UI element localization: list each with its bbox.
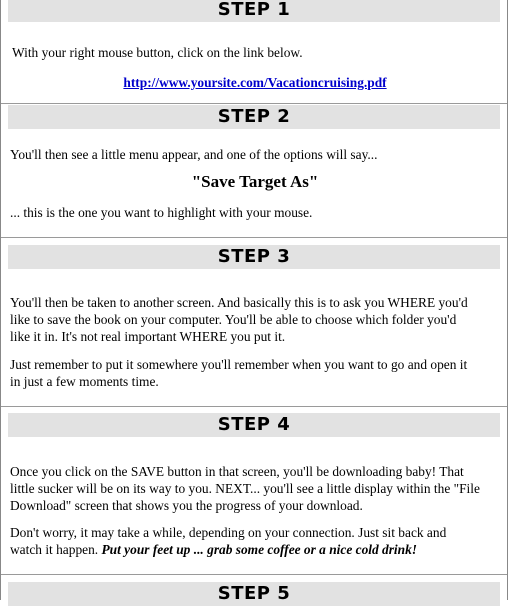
step-2-text-2: ... this is the one you want to highlight with your mouse. bbox=[10, 205, 313, 220]
step-4-line-2: little sucker will be on its way to you. NEXT... you'll see a little display within the "File bbox=[10, 481, 480, 496]
step-3-heading: STEP 3 bbox=[8, 245, 500, 269]
step-4-heading: STEP 4 bbox=[8, 413, 500, 437]
step-4-line-3: Download" screen that shows you the progress of your download. bbox=[10, 498, 363, 513]
step-2-text: You'll then see a little menu appear, and one of the options will say... bbox=[10, 147, 378, 162]
step-4-plain-text: watch it happen. bbox=[10, 542, 102, 557]
divider bbox=[1, 406, 507, 407]
download-link[interactable]: http://www.yoursite.com/Vacationcruising.pdf bbox=[123, 75, 387, 90]
step-4-line-4: Don't worry, it may take a while, depending on your connection. Just sit back and bbox=[10, 525, 447, 540]
step-4-line-1: Once you click on the SAVE button in that screen, you'll be downloading baby! That bbox=[10, 464, 464, 479]
step-1-text: With your right mouse button, click on the link below. bbox=[12, 45, 303, 60]
divider bbox=[1, 574, 507, 575]
step-3-line-4: Just remember to put it somewhere you'll remember when you want to go and open it bbox=[10, 357, 468, 372]
step-3-line-5: in just a few moments time. bbox=[10, 374, 159, 389]
step-2-heading: STEP 2 bbox=[8, 105, 500, 129]
step-1-heading: STEP 1 bbox=[8, 0, 500, 22]
step-4-emphasis-text: Put your feet up ... grab some coffee or a nice cold drink! bbox=[101, 542, 418, 557]
divider bbox=[1, 103, 507, 104]
step-3-line-3: like it in. It's not real important WHERE you put it. bbox=[10, 329, 286, 344]
step-5-heading: STEP 5 bbox=[8, 582, 500, 606]
divider bbox=[1, 237, 507, 238]
step-1-link-wrap bbox=[0, 74, 510, 91]
step-3-line-2: like to save the book on your computer. You'll be able to choose which folder you'd bbox=[10, 312, 457, 327]
step-3-line-1: You'll then be taken to another screen. And basically this is to ask you WHERE you'd bbox=[10, 295, 468, 310]
step-4-line-5 bbox=[10, 541, 504, 558]
save-target-as-label: "Save Target As" bbox=[191, 172, 319, 191]
